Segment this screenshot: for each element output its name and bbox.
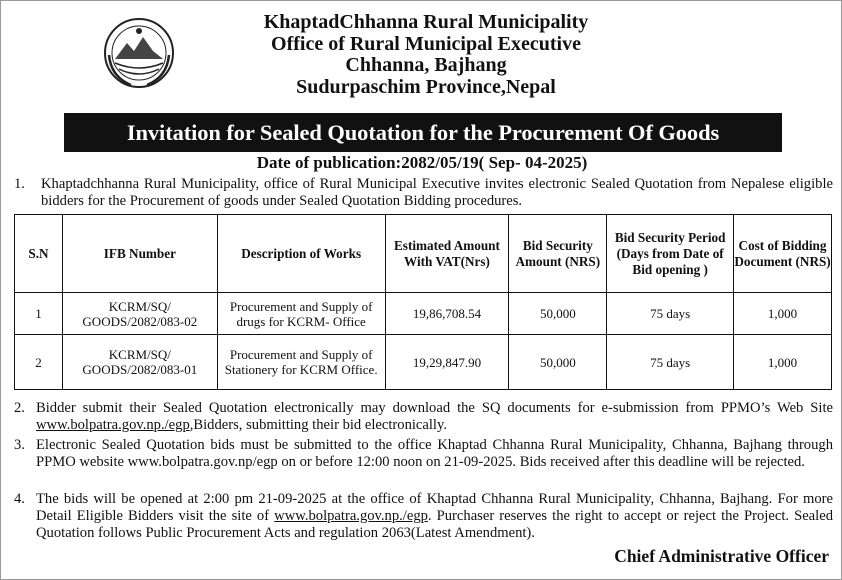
table-cell: 1 [15,293,63,335]
table-cell: 75 days [607,293,734,335]
signatory-title: Chief Administrative Officer [614,546,829,566]
clause-number: 1. [14,176,25,192]
header-cell: Bid Security Amount (NRS) [509,215,607,293]
municipality-emblem-icon [101,15,177,91]
table-header-row [15,215,832,293]
bolpatra-link[interactable]: www.bolpatra.gov.np./egp [36,417,190,433]
clause-4-part-b: . Purchaser reserves the right to accept or reject the Project. Sealed Quotation follows Public Procurement Acts and regulation 2063(Latest Amendment). [36,508,833,541]
bid-table [14,214,832,390]
table-row [15,335,832,390]
clause-3-text: Electronic Sealed Quotation bids must be submitted to the office Khaptad Chhanna Rural Municipality, Chhanna, Bajhang through PPMO website www.bolpatra.gov.np/egp on or before 12:00 noon on 21-09-2025. Bids received after this deadline will be rejected. [36,437,833,470]
table-cell: 19,86,708.54 [385,293,509,335]
table-cell: KCRM/SQ/ GOODS/2082/083-01 [62,335,217,390]
office-location: Chhanna, Bajhang [345,54,507,76]
table-cell: 1,000 [734,293,832,335]
province-name: Sudurpaschim Province,Nepal [296,76,556,98]
clause-number: 3. [14,437,25,453]
table-row [15,293,832,335]
clause-2-part-b: ,Bidders, submitting their bid electronically. [189,417,447,433]
office-name: Office of Rural Municipal Executive [271,33,581,55]
table-cell: 1,000 [734,335,832,390]
table-cell: 75 days [607,335,734,390]
header-cell: Description of Works [217,215,385,293]
clause-1-text: Khaptadchhanna Rural Municipality, office of Rural Municipal Executive invites electronic Sealed Quotation from Nepalese eligible bidders for the Procurement of goods under Sealed Quotation Bidding procedures. [41,176,833,209]
table-cell: 50,000 [509,335,607,390]
table-cell: 19,29,847.90 [385,335,509,390]
clause-2-text [36,400,833,434]
notice-title-banner: Invitation for Sealed Quotation for the Procurement Of Goods [64,113,782,152]
header-cell: S.N [15,215,63,293]
header-cell: Estimated Amount With VAT(Nrs) [385,215,509,293]
clause-number: 4. [14,491,25,507]
municipality-name: KhaptadChhanna Rural Municipality [263,11,589,33]
clause-2-part-a: Bidder submit their Sealed Quotation electronically may download the SQ documents for e-submission from PPMO’s Web Site [36,400,833,416]
header-cell: IFB Number [62,215,217,293]
header-cell: Cost of Bidding Document (NRS) [734,215,832,293]
table-cell: 2 [15,335,63,390]
clause-number: 2. [14,400,25,416]
bolpatra-link[interactable]: www.bolpatra.gov.np./egp [274,508,428,524]
table-cell: Procurement and Supply of Stationery for KCRM Office. [217,335,385,390]
office-header [201,11,651,98]
table-cell: KCRM/SQ/ GOODS/2082/083-02 [62,293,217,335]
table-cell: 50,000 [509,293,607,335]
clause-4-part-a: The bids will be opened at 2:00 pm 21-09-2025 at the office of Khaptad Chhanna Rural Municipality, Chhanna, Bajhang. For more Detail Eligible Bidders visit the site of [36,491,833,524]
clause-4-text [36,491,833,542]
publication-date: Date of publication:2082/05/19( Sep- 04-2025) [256,153,588,172]
header-cell: Bid Security Period (Days from Date of Bid opening ) [607,215,734,293]
table-cell: Procurement and Supply of drugs for KCRM- Office [217,293,385,335]
